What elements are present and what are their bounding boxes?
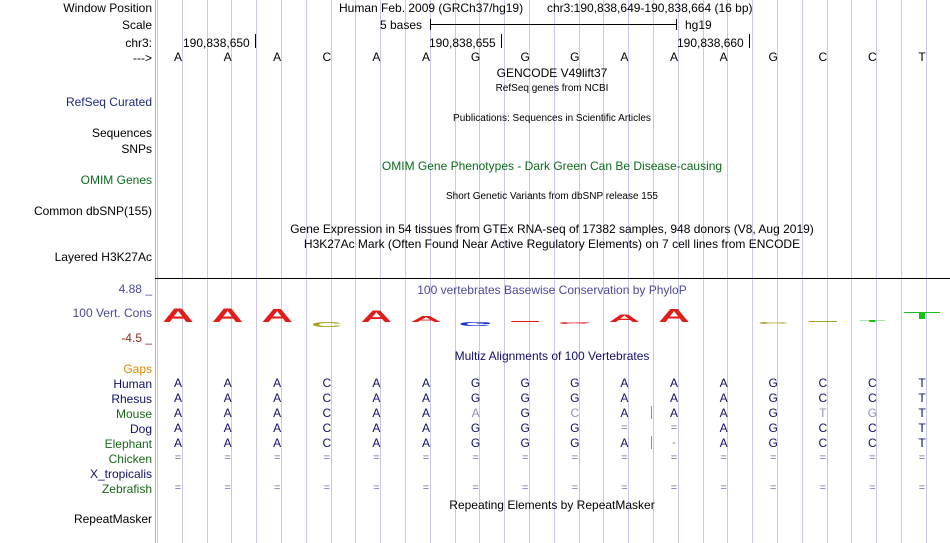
alignment-base: A (719, 406, 728, 420)
alignment-base: = (323, 452, 331, 464)
alignment-base: A (273, 376, 282, 390)
track-separator (155, 278, 950, 279)
alignment-base: = (521, 482, 529, 494)
reference-base: G (768, 50, 778, 64)
alignment-base: A (669, 376, 678, 390)
alignment-base: A (273, 436, 282, 450)
alignment-base: C (868, 436, 877, 450)
label-omim-genes[interactable]: OMIM Genes (80, 173, 152, 187)
species-label[interactable]: Mouse (115, 407, 152, 421)
phylop-glyph: A (261, 305, 293, 327)
alignment-base: = (621, 452, 628, 464)
species-label[interactable]: Human (113, 377, 152, 391)
alignment-base: T (918, 421, 926, 435)
alignment-base: = (273, 452, 281, 464)
label-gaps[interactable]: Gaps (123, 362, 152, 376)
phylop-flat-mark (809, 321, 837, 322)
track-dbsnp[interactable]: Short Genetic Variants from dbSNP release 155 (446, 191, 658, 202)
label-chr: chr3: (125, 36, 152, 50)
alignment-base: C (570, 406, 580, 420)
alignment-base: G (520, 406, 530, 420)
alignment-base: G (470, 421, 481, 435)
scale-label: 5 bases (380, 18, 423, 32)
alignment-base: A (421, 436, 430, 450)
alignment-base: C (322, 421, 332, 435)
alignment-base: = (174, 452, 182, 464)
alignment-base: = (819, 482, 827, 494)
alignment-base: A (273, 421, 282, 435)
track-h3k27ac[interactable]: H3K27Ac Mark (Often Found Near Active Regulatory Elements) on 7 cell lines from ENCODE (303, 237, 801, 251)
alignment-base: = (769, 452, 777, 464)
alignment-base: = (769, 482, 777, 494)
phylop-conservation-plot[interactable] (155, 296, 950, 336)
track-publications[interactable]: Publications: Sequences in Scientific Articles (453, 113, 651, 124)
alignment-base: A (173, 421, 182, 435)
alignment-base: = (918, 482, 926, 494)
species-label[interactable]: Dog (129, 422, 152, 436)
alignment-base: A (669, 391, 678, 405)
alignment-base: A (421, 376, 430, 390)
label-strand: ---> (133, 51, 152, 65)
alignment-base: C (868, 376, 877, 390)
phylop-flat-mark (511, 321, 539, 322)
window-position-text: chr3:190,838,649-190,838,664 (16 bp) (547, 1, 753, 15)
grid-line (455, 0, 456, 543)
alignment-base: = (670, 452, 678, 464)
phylop-glyph: A (658, 305, 690, 327)
alignment-base: T (918, 406, 926, 420)
alignment-base: G (768, 376, 778, 390)
alignment-base: = (621, 422, 628, 434)
alignment-base: G (520, 391, 530, 405)
label-scale: Scale (121, 18, 152, 32)
phylop-max-value: 4.88 _ (118, 282, 152, 296)
alignment-base: G (570, 421, 580, 435)
alignment-base: = (273, 482, 281, 494)
species-label[interactable]: Elephant (104, 437, 152, 451)
phylop-min-value: -4.5 _ (121, 331, 152, 345)
alignment-base: C (322, 376, 332, 390)
alignment-base: = (670, 482, 678, 494)
label-column-divider (155, 0, 156, 543)
track-gencode-title[interactable]: GENCODE V49lift37 (496, 66, 608, 80)
alignment-base: A (372, 391, 381, 405)
alignment-base: = (621, 482, 628, 494)
alignment-base: = (224, 482, 231, 494)
coord-tick-1 (255, 34, 256, 48)
track-repeatmasker-title[interactable]: Repeating Elements by RepeatMasker (449, 498, 655, 512)
alignment-base: = (373, 482, 380, 494)
alignment-base: G (768, 436, 778, 450)
assembly-title: Human Feb. 2009 (GRCh37/hg19) (339, 1, 524, 15)
alignment-base: A (421, 406, 430, 420)
alignment-base: C (818, 421, 828, 435)
alignment-base: = (869, 452, 876, 464)
reference-base: A (173, 50, 182, 64)
reference-base: T (918, 50, 926, 64)
alignment-base: A (173, 436, 182, 450)
alignment-base: A (719, 376, 728, 390)
track-omim-phenotypes[interactable]: OMIM Gene Phenotypes - Dark Green Can Be Disease-causing (381, 159, 723, 173)
alignment-base: G (570, 436, 580, 450)
scale-bar-left-tick (430, 19, 431, 30)
alignment-base: G (470, 391, 481, 405)
alignment-base: A (620, 391, 629, 405)
track-gtex[interactable]: Gene Expression in 54 tissues from GTEx RNA-seq of 17382 samples, 948 donors (V8, Aug 2019) (290, 222, 814, 236)
alignment-base: G (520, 376, 530, 390)
alignment-base: A (421, 421, 430, 435)
reference-base: A (223, 50, 232, 64)
alignment-base: A (620, 436, 629, 450)
alignment-base: = (571, 452, 579, 464)
alignment-base: C (868, 421, 877, 435)
label-layered-h3k27ac[interactable]: Layered H3K27Ac (54, 250, 152, 264)
scale-bar (430, 24, 676, 25)
alignment-base: A (273, 391, 282, 405)
alignment-base: = (224, 452, 231, 464)
reference-base: A (372, 50, 381, 64)
alignment-base: A (719, 436, 728, 450)
phylop-glyph: G (557, 321, 592, 325)
grid-line (207, 0, 208, 543)
reference-base: C (818, 50, 828, 64)
alignment-base: A (372, 376, 381, 390)
label-snps[interactable]: SNPs (121, 142, 152, 156)
alignment-base: G (520, 421, 530, 435)
scale-bar-right-tick (676, 19, 677, 30)
alignment-base: G (570, 391, 580, 405)
alignment-base: T (819, 406, 827, 420)
alignment-base: A (223, 391, 232, 405)
alignment-base: G (520, 436, 530, 450)
alignment-base: T (918, 436, 926, 450)
track-multiz-title[interactable]: Multiz Alignments of 100 Vertebrates (454, 349, 650, 363)
track-phylop-title[interactable]: 100 vertebrates Basewise Conservation by PhyloP (417, 283, 687, 297)
alignment-base: = (521, 452, 529, 464)
alignment-base: G (867, 406, 878, 420)
alignment-base: G (768, 406, 778, 420)
grid-line (802, 0, 803, 543)
phylop-glyph: A (211, 305, 244, 327)
alignment-base: A (173, 376, 182, 390)
phylop-glyph: A (608, 312, 641, 325)
alignment-base: G (768, 391, 778, 405)
alignment-base: C (818, 436, 828, 450)
alignment-base: A (173, 406, 182, 420)
alignment-base: - (672, 437, 676, 449)
alignment-base: = (918, 452, 926, 464)
alignment-base: A (620, 406, 629, 420)
alignment-base: G (470, 376, 481, 390)
alignment-base: = (571, 482, 579, 494)
alignment-base: = (720, 452, 727, 464)
phylop-glyph: A (410, 314, 442, 324)
label-repeatmasker[interactable]: RepeatMasker (73, 512, 152, 526)
alignment-base: C (818, 391, 828, 405)
alignment-base: A (372, 406, 381, 420)
alignment-base: = (472, 452, 479, 464)
species-label[interactable]: Rhesus (111, 392, 152, 406)
reference-base: A (620, 50, 629, 64)
grid-line (306, 0, 307, 543)
reference-base: A (669, 50, 678, 64)
alignment-base: = (472, 482, 479, 494)
label-sequences[interactable]: Sequences (91, 126, 152, 140)
alignment-base: = (869, 482, 876, 494)
alignment-base: = (373, 452, 380, 464)
alignment-base: A (620, 376, 629, 390)
alignment-base: G (570, 376, 580, 390)
alignment-base: C (322, 391, 332, 405)
alignment-base: T (918, 376, 926, 390)
grid-line (256, 0, 257, 543)
alignment-base: = (670, 422, 678, 434)
alignment-base: A (223, 436, 232, 450)
alignment-base: A (273, 406, 282, 420)
coord-tick-2 (501, 34, 502, 48)
alignment-base: C (818, 376, 828, 390)
alignment-base: A (471, 406, 480, 420)
phylop-glyph: C (311, 320, 343, 329)
coord-label-2: 190,838,655 (429, 36, 496, 50)
alignment-base: = (819, 452, 827, 464)
alignment-base: A (223, 376, 232, 390)
reference-base: C (868, 50, 877, 64)
grid-line (703, 0, 704, 543)
grid-line (653, 0, 654, 543)
alignment-base: G (470, 436, 481, 450)
reference-base: G (520, 50, 530, 64)
phylop-glyph: A (360, 306, 393, 326)
alignment-base: G (768, 421, 778, 435)
species-label[interactable]: X_tropicalis (89, 467, 152, 481)
alignment-base: A (719, 421, 728, 435)
alignment-base: C (868, 391, 877, 405)
alignment-base: A (372, 436, 381, 450)
species-label[interactable]: Chicken (108, 452, 152, 466)
grid-line (901, 0, 902, 543)
alignment-base: A (223, 406, 232, 420)
alignment-base: C (322, 436, 332, 450)
phylop-glyph: C (757, 321, 789, 325)
alignment-base: A (372, 421, 381, 435)
alignment-base: = (422, 452, 430, 464)
phylop-glyph: G (458, 320, 493, 328)
reference-base: A (273, 50, 282, 64)
elephant-insert-marker (651, 436, 652, 449)
grid-line (355, 0, 356, 543)
coord-label-3: 190,838,660 (677, 36, 744, 50)
reference-base: G (470, 50, 481, 64)
grid-line (157, 0, 158, 543)
alignment-base: = (323, 482, 331, 494)
label-window-position: Window Position (63, 1, 152, 15)
reference-base: C (322, 50, 332, 64)
alignment-base: A (223, 421, 232, 435)
label-common-dbsnp[interactable]: Common dbSNP(155) (33, 204, 152, 218)
label-refseq-curated[interactable]: RefSeq Curated (65, 95, 152, 109)
phylop-bar-t-top (904, 312, 940, 313)
alignment-base: = (720, 482, 727, 494)
reference-base: A (421, 50, 430, 64)
grid-line (405, 0, 406, 543)
alignment-base: A (669, 406, 678, 420)
phylop-glyph: T (859, 319, 886, 323)
alignment-base: A (719, 391, 728, 405)
mouse-insert-marker (651, 406, 652, 419)
grid-line (752, 0, 753, 543)
scale-db-label: hg19 (685, 18, 712, 32)
phylop-glyph: A (162, 305, 194, 327)
grid-line (851, 0, 852, 543)
reference-base: G (570, 50, 580, 64)
alignment-base: A (173, 391, 182, 405)
alignment-base: A (421, 391, 430, 405)
label-vert-cons[interactable]: 100 Vert. Cons (72, 306, 152, 320)
reference-base: A (719, 50, 728, 64)
coord-label-1: 190,838,650 (183, 36, 250, 50)
phylop-bar-t (919, 312, 925, 319)
alignment-base: C (322, 406, 332, 420)
alignment-base: T (918, 391, 926, 405)
track-refseq-desc[interactable]: RefSeq genes from NCBI (495, 83, 609, 94)
coord-tick-3 (749, 34, 750, 48)
alignment-base: = (174, 482, 182, 494)
alignment-base: = (422, 482, 430, 494)
species-label[interactable]: Zebrafish (101, 482, 152, 496)
